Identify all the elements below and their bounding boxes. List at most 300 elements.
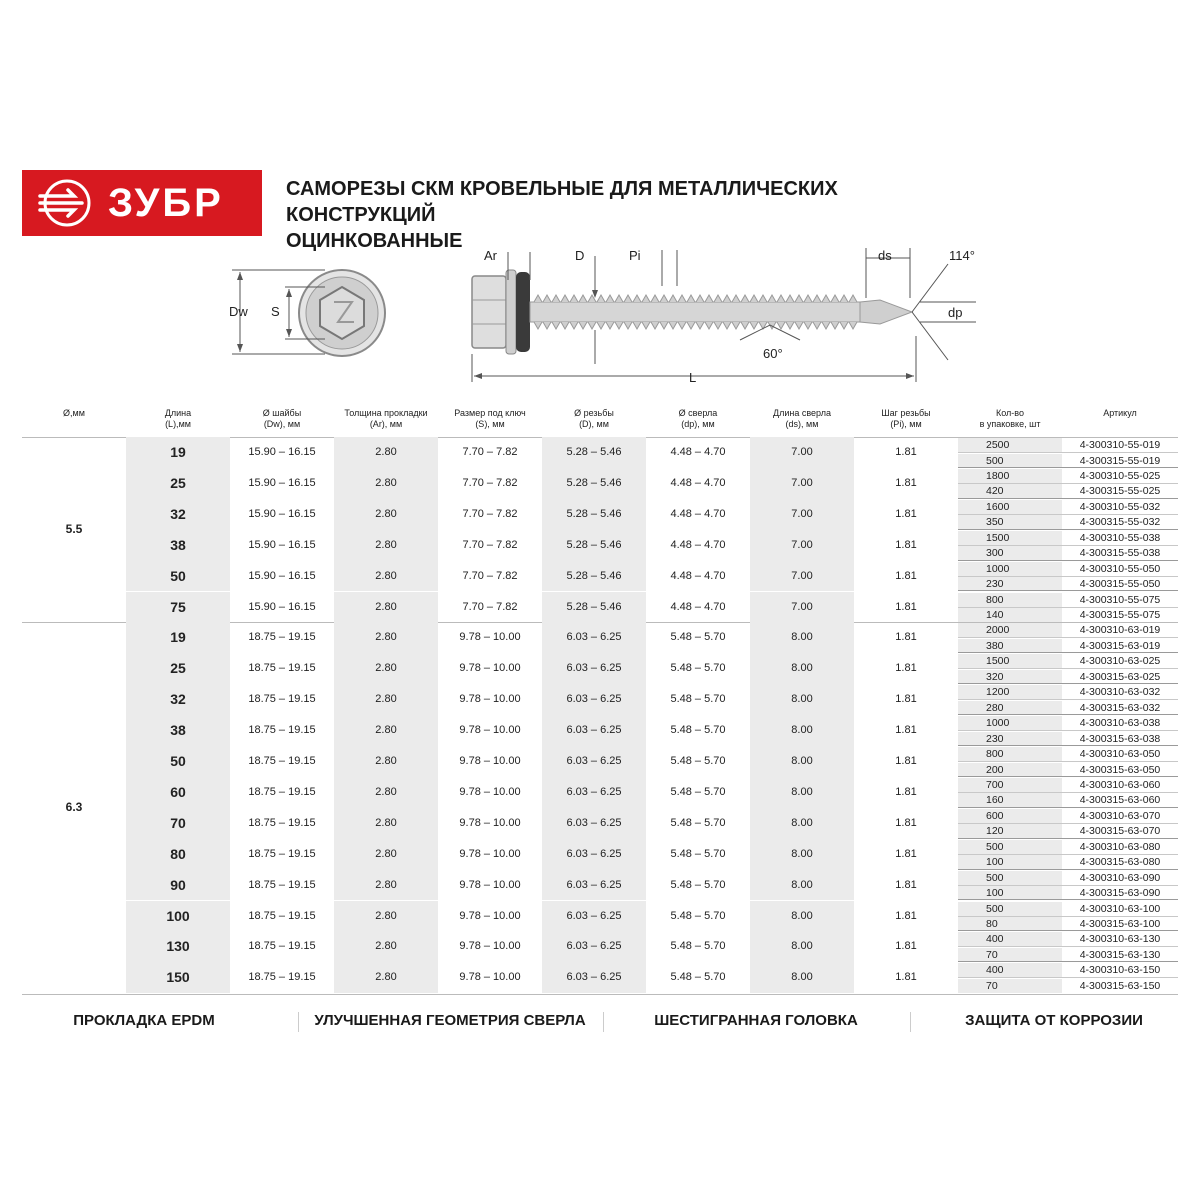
- cell-thread: 6.03 – 6.25: [542, 870, 646, 901]
- cell-thread: 6.03 – 6.25: [542, 746, 646, 777]
- cell-gasket: 2.80: [334, 870, 438, 901]
- cell-qty: 140: [986, 609, 1004, 621]
- cell-article: 4-300315-63-070: [1079, 825, 1161, 838]
- cell-length: 80: [126, 839, 230, 870]
- table-row: [126, 870, 1178, 901]
- cell-article: 4-300310-63-100: [1079, 902, 1161, 915]
- table-row: [126, 653, 1178, 684]
- cell-gasket: 2.80: [334, 653, 438, 684]
- cell-length: 50: [126, 746, 230, 777]
- cell-article: 4-300310-55-050: [1079, 562, 1161, 575]
- cell-length: 90: [126, 870, 230, 901]
- cell-article: 4-300310-63-130: [1079, 933, 1161, 946]
- cell-thread: 5.28 – 5.46: [542, 561, 646, 592]
- cell-qty: 300: [986, 547, 1004, 560]
- cell-washer: 15.90 – 16.15: [248, 569, 316, 582]
- cell-article: 4-300315-63-038: [1079, 732, 1161, 745]
- cell-thread: 5.28 – 5.46: [542, 468, 646, 499]
- cell-length: 100: [126, 901, 230, 932]
- sub-row-divider: [958, 483, 1178, 484]
- cell-qty: 200: [986, 763, 1004, 776]
- cell-drill: 5.48 – 5.70: [670, 724, 726, 737]
- cell-article: 4-300310-55-038: [1079, 531, 1161, 544]
- cell-pitch: 1.81: [895, 600, 917, 613]
- cell-washer: 18.75 – 19.15: [248, 785, 316, 798]
- cell-gasket: 2.80: [334, 468, 438, 499]
- table-row: [126, 931, 1178, 962]
- title-line-1: САМОРЕЗЫ СКМ КРОВЕЛЬНЫЕ ДЛЯ МЕТАЛЛИЧЕСКИХ КОНСТРУКЦИЙ: [286, 178, 838, 226]
- cell-drill-len: 8.00: [750, 622, 854, 653]
- cell-washer: 18.75 – 19.15: [248, 631, 316, 644]
- qty-cell: [958, 979, 1062, 993]
- cell-drill: 4.48 – 4.70: [670, 600, 726, 613]
- cell-qty: 1500: [986, 531, 1010, 544]
- cell-article: 4-300315-55-025: [1079, 485, 1161, 498]
- cell-article: 4-300315-63-050: [1079, 763, 1161, 776]
- feature-corrosion: ЗАЩИТА ОТ КОРРОЗИИ: [965, 1012, 1143, 1029]
- qty-cell: [958, 685, 1062, 699]
- cell-qty: 2500: [986, 439, 1010, 451]
- header-thread-line1: Ø резьбы: [574, 408, 614, 418]
- cell-washer: 18.75 – 19.15: [248, 909, 316, 922]
- table-row: [126, 777, 1178, 808]
- cell-article: 4-300310-63-150: [1079, 964, 1161, 977]
- cell-length: 130: [126, 931, 230, 962]
- cell-length: 60: [126, 777, 230, 808]
- cell-thread: 6.03 – 6.25: [542, 962, 646, 993]
- brand-name: ЗУБР: [108, 181, 224, 225]
- feature-divider: [298, 1012, 299, 1032]
- cell-drill-len: 8.00: [750, 839, 854, 870]
- cell-washer: 18.75 – 19.15: [248, 971, 316, 984]
- cell-qty: 380: [986, 639, 1004, 652]
- cell-pitch: 1.81: [895, 909, 917, 922]
- qty-cell: [958, 515, 1062, 529]
- cell-drill-len: 7.00: [750, 437, 854, 468]
- qty-cell: [958, 809, 1062, 823]
- group-diameter: 6.3: [65, 799, 83, 814]
- cell-article: 4-300310-63-032: [1079, 686, 1161, 699]
- cell-qty: 1800: [986, 469, 1010, 482]
- cell-thread: 6.03 – 6.25: [542, 808, 646, 839]
- dim-label-pi: Pi: [629, 248, 641, 263]
- cell-article: 4-300310-63-019: [1079, 624, 1161, 637]
- cell-drill: 5.48 – 5.70: [670, 878, 726, 891]
- cell-gasket: 2.80: [334, 746, 438, 777]
- cell-length: 19: [126, 437, 230, 468]
- cell-pitch: 1.81: [895, 847, 917, 860]
- cell-article: 4-300315-63-060: [1079, 794, 1161, 807]
- qty-cell: [958, 438, 1062, 452]
- cell-length: 150: [126, 962, 230, 993]
- cell-drill: 5.48 – 5.70: [670, 816, 726, 829]
- qty-cell: [958, 716, 1062, 730]
- cell-article: 4-300315-63-019: [1079, 639, 1161, 652]
- cell-qty: 500: [986, 454, 1004, 467]
- qty-cell: [958, 531, 1062, 545]
- table-row: [126, 499, 1178, 530]
- cell-qty: 800: [986, 593, 1004, 606]
- cell-drill-len: 7.00: [750, 592, 854, 623]
- feature-divider: [910, 1012, 911, 1032]
- sub-row-divider: [958, 761, 1178, 762]
- table-row: [126, 684, 1178, 715]
- cell-drill-len: 8.00: [750, 901, 854, 932]
- cell-key: 9.78 – 10.00: [459, 631, 521, 644]
- cell-pitch: 1.81: [895, 755, 917, 767]
- cell-length: 75: [126, 592, 230, 623]
- table-row: [126, 746, 1178, 777]
- cell-gasket: 2.80: [334, 530, 438, 561]
- cell-pitch: 1.81: [895, 569, 917, 582]
- cell-key: 7.70 – 7.82: [462, 507, 518, 520]
- qty-cell: [958, 469, 1062, 483]
- cell-article: 4-300310-63-060: [1079, 778, 1161, 791]
- table-row: [126, 901, 1178, 932]
- table-row: [126, 839, 1178, 870]
- sub-row-divider: [958, 730, 1178, 731]
- feature-drill-geometry: УЛУЧШЕННАЯ ГЕОМЕТРИЯ СВЕРЛА: [314, 1012, 586, 1029]
- cell-qty: 2000: [986, 624, 1010, 637]
- sub-row-divider: [958, 854, 1178, 855]
- cell-key: 9.78 – 10.00: [459, 847, 521, 860]
- cell-qty: 100: [986, 856, 1004, 869]
- header-washer-line1: Ø шайбы: [262, 408, 302, 418]
- cell-gasket: 2.80: [334, 962, 438, 993]
- cell-drill: 5.48 – 5.70: [670, 940, 726, 953]
- sub-row-divider: [958, 916, 1178, 917]
- header-thread-line2: (D), мм: [579, 419, 609, 429]
- cell-drill: 4.48 – 4.70: [670, 507, 726, 520]
- cell-key: 7.70 – 7.82: [462, 569, 518, 582]
- cell-drill-len: 8.00: [750, 808, 854, 839]
- cell-thread: 5.28 – 5.46: [542, 592, 646, 623]
- cell-drill-len: 7.00: [750, 530, 854, 561]
- cell-key: 7.70 – 7.82: [462, 476, 518, 489]
- cell-drill-len: 7.00: [750, 468, 854, 499]
- sub-row-divider: [958, 607, 1178, 608]
- cell-article: 4-300310-63-025: [1079, 655, 1161, 668]
- cell-qty: 230: [986, 732, 1004, 745]
- feature-hex-head: ШЕСТИГРАННАЯ ГОЛОВКА: [654, 1012, 858, 1029]
- sub-row-divider: [958, 452, 1178, 453]
- cell-length: 25: [126, 653, 230, 684]
- table-bottom-divider: [22, 994, 1178, 995]
- cell-washer: 15.90 – 16.15: [248, 600, 316, 613]
- table-row: [126, 592, 1178, 623]
- cell-article: 4-300315-63-130: [1079, 948, 1161, 961]
- cell-washer: 18.75 – 19.15: [248, 816, 316, 829]
- qty-cell: [958, 886, 1062, 900]
- qty-cell: [958, 639, 1062, 653]
- cell-qty: 70: [986, 979, 998, 992]
- cell-qty: 1500: [986, 655, 1010, 668]
- cell-length: 50: [126, 561, 230, 592]
- header-diameter: Ø,мм: [63, 408, 85, 418]
- header-pitch-line2: (Pi), мм: [890, 419, 922, 429]
- header-drill-line2: (dp), мм: [681, 419, 715, 429]
- cell-gasket: 2.80: [334, 901, 438, 932]
- cell-pitch: 1.81: [895, 785, 917, 798]
- cell-pitch: 1.81: [895, 476, 917, 489]
- cell-length: 38: [126, 530, 230, 561]
- table-row: [126, 808, 1178, 839]
- cell-thread: 6.03 – 6.25: [542, 931, 646, 962]
- cell-key: 7.70 – 7.82: [462, 446, 518, 458]
- cell-drill-len: 8.00: [750, 653, 854, 684]
- cell-article: 4-300310-63-038: [1079, 717, 1161, 730]
- cell-drill: 4.48 – 4.70: [670, 569, 726, 582]
- header-length-line1: Длина: [164, 408, 192, 418]
- qty-cell: [958, 623, 1062, 637]
- cell-gasket: 2.80: [334, 777, 438, 808]
- qty-cell: [958, 778, 1062, 792]
- dim-label-114: 114°: [949, 248, 975, 263]
- header-key-line2: (S), мм: [475, 419, 505, 429]
- qty-cell: [958, 562, 1062, 576]
- cell-drill: 4.48 – 4.70: [670, 476, 726, 489]
- cell-pitch: 1.81: [895, 662, 917, 675]
- cell-gasket: 2.80: [334, 808, 438, 839]
- dim-label-dp: dp: [948, 305, 963, 320]
- cell-drill-len: 7.00: [750, 561, 854, 592]
- screw-side-view: [472, 270, 912, 354]
- cell-washer: 15.90 – 16.15: [248, 476, 316, 489]
- table-row: [126, 962, 1178, 993]
- cell-drill-len: 8.00: [750, 962, 854, 993]
- table-row: [126, 530, 1178, 561]
- cell-thread: 6.03 – 6.25: [542, 684, 646, 715]
- cell-pitch: 1.81: [895, 538, 917, 551]
- cell-article: 4-300315-55-032: [1079, 516, 1161, 529]
- sub-row-divider: [958, 637, 1178, 638]
- cell-pitch: 1.81: [895, 724, 917, 737]
- cell-key: 9.78 – 10.00: [459, 971, 521, 984]
- cell-washer: 15.90 – 16.15: [248, 538, 316, 551]
- sub-row-divider: [958, 885, 1178, 886]
- brand-logo: [22, 170, 262, 236]
- cell-key: 7.70 – 7.82: [462, 538, 518, 551]
- header-key-line1: Размер под ключ: [454, 408, 526, 418]
- cell-drill-len: 8.00: [750, 684, 854, 715]
- group-diameter: 5.5: [65, 521, 83, 536]
- cell-qty: 350: [986, 516, 1004, 529]
- cell-qty: 420: [986, 485, 1004, 498]
- cell-qty: 1600: [986, 500, 1010, 513]
- cell-key: 7.70 – 7.82: [462, 600, 518, 613]
- cell-article: 4-300315-55-019: [1079, 454, 1161, 467]
- cell-washer: 15.90 – 16.15: [248, 507, 316, 520]
- cell-qty: 160: [986, 794, 1004, 807]
- cell-length: 70: [126, 808, 230, 839]
- cell-qty: 400: [986, 964, 1004, 977]
- header-gasket-line1: Толщина прокладки: [344, 408, 428, 418]
- cell-washer: 18.75 – 19.15: [248, 693, 316, 706]
- header-pitch-line1: Шаг резьбы: [881, 408, 931, 418]
- cell-thread: 6.03 – 6.25: [542, 715, 646, 746]
- cell-drill: 5.48 – 5.70: [670, 971, 726, 984]
- cell-drill: 5.48 – 5.70: [670, 693, 726, 706]
- title-line-2: ОЦИНКОВАННЫЕ: [286, 230, 463, 252]
- qty-cell: [958, 701, 1062, 715]
- cell-article: 4-300315-55-075: [1079, 609, 1161, 621]
- cell-qty: 120: [986, 825, 1004, 838]
- sub-row-divider: [958, 576, 1178, 577]
- cell-washer: 18.75 – 19.15: [248, 662, 316, 675]
- cell-qty: 80: [986, 918, 998, 930]
- screw-diagram: [0, 240, 1200, 400]
- table-row: [126, 715, 1178, 746]
- cell-washer: 18.75 – 19.15: [248, 724, 316, 737]
- cell-qty: 320: [986, 670, 1004, 683]
- cell-drill-len: 8.00: [750, 746, 854, 777]
- cell-pitch: 1.81: [895, 693, 917, 706]
- qty-cell: [958, 546, 1062, 560]
- qty-cell: [958, 593, 1062, 607]
- cell-article: 4-300315-63-025: [1079, 670, 1161, 683]
- cell-drill-len: 8.00: [750, 777, 854, 808]
- qty-cell: [958, 855, 1062, 869]
- dim-label-60: 60°: [763, 346, 783, 361]
- cell-article: 4-300315-55-050: [1079, 578, 1161, 591]
- cell-thread: 6.03 – 6.25: [542, 777, 646, 808]
- cell-drill-len: 8.00: [750, 870, 854, 901]
- cell-pitch: 1.81: [895, 878, 917, 891]
- qty-cell: [958, 484, 1062, 498]
- cell-pitch: 1.81: [895, 631, 917, 644]
- qty-cell: [958, 824, 1062, 838]
- qty-cell: [958, 654, 1062, 668]
- cell-qty: 700: [986, 778, 1004, 791]
- cell-gasket: 2.80: [334, 684, 438, 715]
- sub-row-divider: [958, 823, 1178, 824]
- sub-row-divider: [958, 946, 1178, 947]
- cell-qty: 600: [986, 809, 1004, 822]
- cell-article: 4-300310-55-025: [1079, 469, 1161, 482]
- cell-drill: 5.48 – 5.70: [670, 785, 726, 798]
- header-drill-length-line2: (ds), мм: [785, 419, 819, 429]
- cell-thread: 5.28 – 5.46: [542, 499, 646, 530]
- cell-key: 9.78 – 10.00: [459, 693, 521, 706]
- header-gasket-line2: (Ar), мм: [369, 419, 403, 429]
- cell-key: 9.78 – 10.00: [459, 724, 521, 737]
- brand-emblem-icon: [22, 170, 102, 236]
- qty-cell: [958, 917, 1062, 931]
- cell-washer: 15.90 – 16.15: [248, 446, 316, 458]
- dim-label-dw: Dw: [229, 304, 248, 319]
- sub-row-divider: [958, 668, 1178, 669]
- qty-cell: [958, 608, 1062, 622]
- cell-key: 9.78 – 10.00: [459, 816, 521, 829]
- qty-cell: [958, 747, 1062, 761]
- cell-length: 38: [126, 715, 230, 746]
- cell-length: 32: [126, 499, 230, 530]
- cell-drill-len: 7.00: [750, 499, 854, 530]
- cell-thread: 6.03 – 6.25: [542, 901, 646, 932]
- cell-length: 25: [126, 468, 230, 499]
- cell-qty: 1200: [986, 686, 1010, 699]
- cell-length: 19: [126, 622, 230, 653]
- cell-pitch: 1.81: [895, 446, 917, 458]
- header-qty-line2: в упаковке, шт: [979, 419, 1041, 429]
- cell-thread: 5.28 – 5.46: [542, 530, 646, 561]
- cell-qty: 500: [986, 902, 1004, 915]
- cell-drill: 5.48 – 5.70: [670, 631, 726, 644]
- header-length-line2: (L),мм: [165, 419, 191, 429]
- cell-gasket: 2.80: [334, 499, 438, 530]
- cell-gasket: 2.80: [334, 839, 438, 870]
- sub-row-divider: [958, 792, 1178, 793]
- cell-article: 4-300315-63-080: [1079, 856, 1161, 869]
- cell-thread: 6.03 – 6.25: [542, 839, 646, 870]
- cell-drill: 5.48 – 5.70: [670, 847, 726, 860]
- cell-gasket: 2.80: [334, 715, 438, 746]
- header-drill-line1: Ø сверла: [678, 408, 718, 418]
- cell-gasket: 2.80: [334, 622, 438, 653]
- dim-label-ar: Ar: [484, 248, 497, 263]
- screw-head-top-view: [299, 270, 385, 356]
- cell-qty: 100: [986, 887, 1004, 900]
- cell-article: 4-300310-63-070: [1079, 809, 1161, 822]
- cell-qty: 500: [986, 871, 1004, 884]
- cell-article: 4-300310-55-075: [1079, 593, 1161, 606]
- cell-drill-len: 8.00: [750, 931, 854, 962]
- qty-cell: [958, 793, 1062, 807]
- cell-pitch: 1.81: [895, 971, 917, 984]
- feature-divider: [603, 1012, 604, 1032]
- sub-row-divider: [958, 977, 1178, 978]
- table-row: [126, 622, 1178, 653]
- table-row: [126, 437, 1178, 468]
- cell-drill: 4.48 – 4.70: [670, 538, 726, 551]
- feature-epdm: ПРОКЛАДКА EPDM: [73, 1012, 215, 1029]
- cell-gasket: 2.80: [334, 931, 438, 962]
- cell-drill-len: 8.00: [750, 715, 854, 746]
- cell-article: 4-300310-55-019: [1079, 439, 1161, 451]
- qty-cell: [958, 840, 1062, 854]
- cell-qty: 280: [986, 701, 1004, 714]
- cell-article: 4-300315-63-100: [1079, 918, 1161, 930]
- dim-label-d: D: [575, 248, 585, 263]
- cell-key: 9.78 – 10.00: [459, 662, 521, 675]
- table-row: [126, 468, 1178, 499]
- dim-label-l: L: [689, 370, 697, 385]
- cell-length: 32: [126, 684, 230, 715]
- cell-key: 9.78 – 10.00: [459, 909, 521, 922]
- cell-washer: 18.75 – 19.15: [248, 940, 316, 953]
- qty-cell: [958, 577, 1062, 591]
- cell-drill: 5.48 – 5.70: [670, 909, 726, 922]
- cell-qty: 800: [986, 748, 1004, 760]
- table-row: [126, 561, 1178, 592]
- header-drill-length-line1: Длина сверла: [773, 408, 831, 418]
- sub-row-divider: [958, 514, 1178, 515]
- qty-cell: [958, 932, 1062, 946]
- cell-qty: 1000: [986, 717, 1010, 730]
- qty-cell: [958, 902, 1062, 916]
- cell-article: 4-300315-55-038: [1079, 547, 1161, 560]
- qty-cell: [958, 763, 1062, 777]
- header-washer-line2: (Dw), мм: [263, 419, 301, 429]
- cell-thread: 5.28 – 5.46: [542, 437, 646, 468]
- cell-article: 4-300310-63-050: [1079, 748, 1161, 760]
- cell-washer: 18.75 – 19.15: [248, 755, 316, 767]
- header-qty-line1: Кол-во: [996, 408, 1024, 418]
- cell-article: 4-300315-63-090: [1079, 887, 1161, 900]
- cell-thread: 6.03 – 6.25: [542, 653, 646, 684]
- cell-article: 4-300310-55-032: [1079, 500, 1161, 513]
- qty-cell: [958, 670, 1062, 684]
